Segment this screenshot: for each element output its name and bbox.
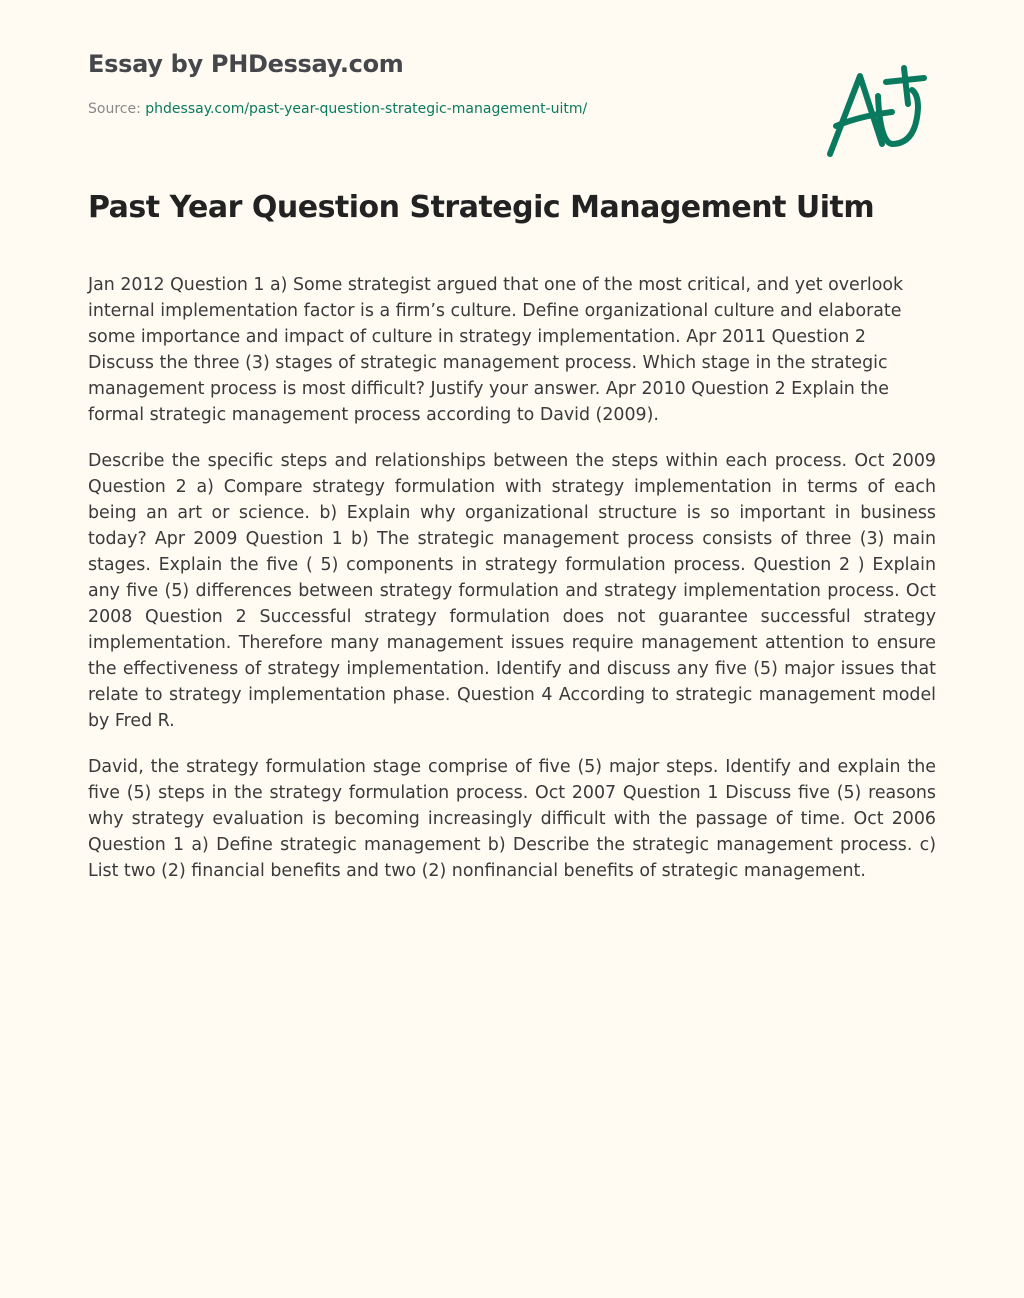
- a-plus-logo-icon: [820, 64, 930, 160]
- paragraph: Describe the specific steps and relationships between the steps within each process. Oct 2009 Question 2 a) Compare strategy formulation with strategy implementation in terms of each being an art or science. b) Explain why organizational structure is so important in business today? Apr 2009 Question 1 b) The strategic management process consists of three (3) main stages. Explain the five ( 5) components in strategy formulation process. Question 2 ) Explain any five (5) differences between strategy formulation and strategy implementation process. Oct 2008 Question 2 Successful strategy formulation does not guarantee successful strategy implementation. Therefore many management issues require management attention to ensure the effectiveness of strategy implementation. Identify and discuss any five (5) major issues that relate to strategy implementation phase. Question 4 According to strategic management model by Fred R.: [88, 451, 936, 731]
- essay-body: [88, 272, 936, 904]
- source-link[interactable]: phdessay.com/past-year-question-strategic-management-uitm/: [145, 101, 588, 117]
- page-title: Past Year Question Strategic Management Uitm: [88, 190, 875, 225]
- paragraph: David, the strategy formulation stage comprise of five (5) major steps. Identify and explain the five (5) steps in the strategy formulation process. Oct 2007 Question 1 Discuss five (5) reasons why strategy evaluation is becoming increasingly difficult with the passage of time. Oct 2006 Question 1 a) Define strategic management b) Describe the strategic management process. c) List two (2) financial benefits and two (2) nonfinancial benefits of strategic management.: [88, 757, 936, 881]
- site-brand: Essay by PHDessay.com: [88, 50, 404, 78]
- paragraph: Jan 2012 Question 1 a) Some strategist argued that one of the most critical, and yet overlook internal implementation factor is a firm’s culture. Define organizational culture and elaborate some importance and impact of culture in strategy implementation. Apr 2011 Question 2 Discuss the three (3) stages of strategic management process. Which stage in the strategic management process is most difficult? Justify your answer. Apr 2010 Question 2 Explain the formal strategic management process according to David (2009).: [88, 275, 904, 425]
- source-line: [88, 101, 587, 117]
- source-label: Source:: [88, 101, 141, 117]
